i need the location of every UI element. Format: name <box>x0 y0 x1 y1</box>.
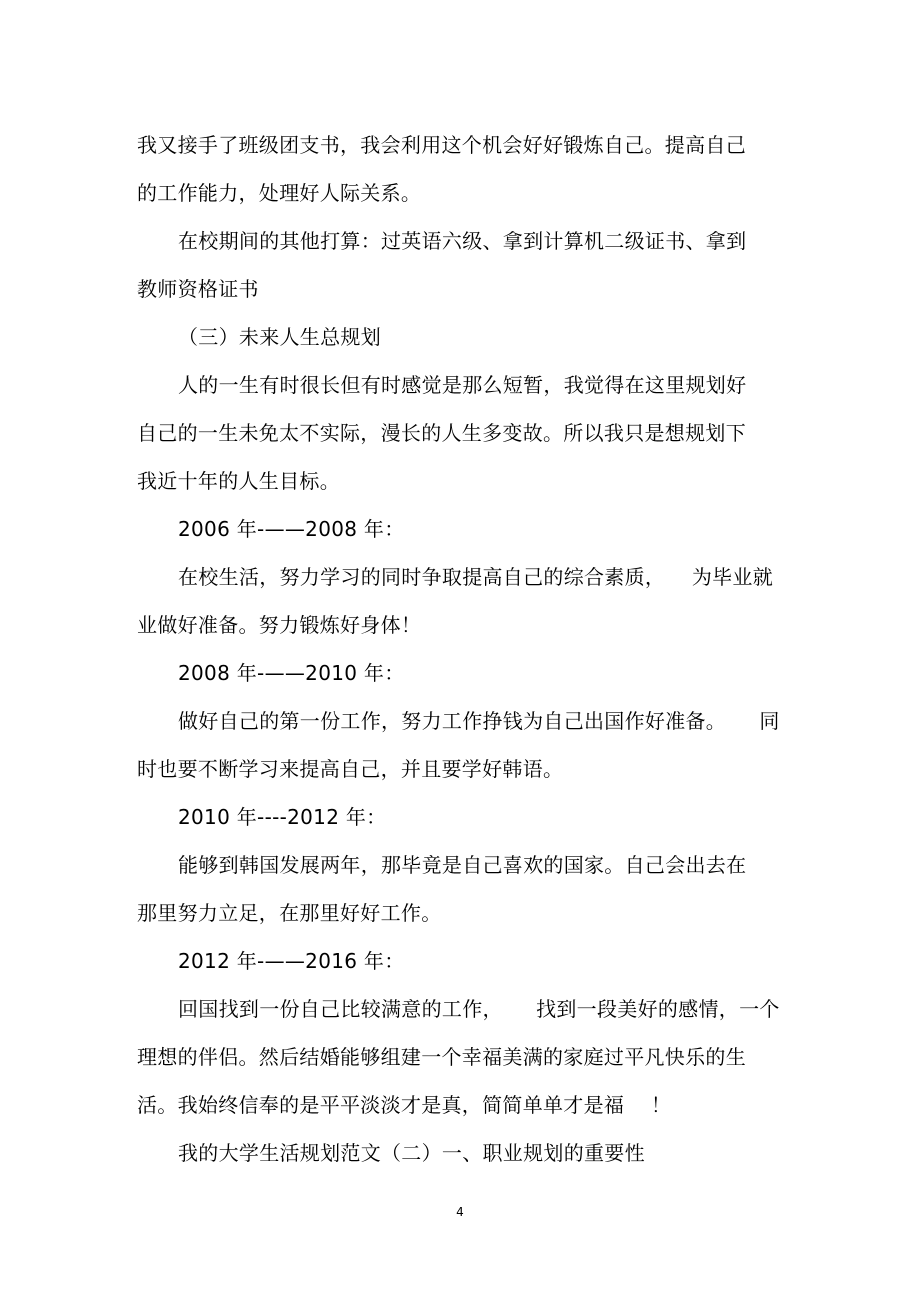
text-line: 自己的一生未免太不实际，漫长的人生多变故。所以我只是想规划下 <box>137 421 746 445</box>
text-line: 人的一生有时很长但有时感觉是那么短暂，我觉得在这里规划好 <box>178 373 747 397</box>
section-heading: （三）未来人生总规划 <box>178 325 381 349</box>
text-line: 理想的伴侣。然后结婚能够组建一个幸福美满的家庭过平凡快乐的生 <box>137 1045 746 1069</box>
text-line: 教师资格证书 <box>137 277 259 301</box>
period-heading: 2012 年-——2016 年： <box>178 949 405 973</box>
text-line: 在校期间的其他打算：过英语六级、拿到计算机二级证书、拿到 <box>178 229 747 253</box>
text-line: 在校生活，努力学习的同时争取提高自己的综合素质， 为毕业就 <box>178 565 774 589</box>
text-line: 能够到韩国发展两年，那毕竟是自己喜欢的国家。自己会出去在 <box>178 853 747 877</box>
text-line: 那里努力立足，在那里好好工作。 <box>137 901 442 925</box>
text-line: 做好自己的第一份工作，努力工作挣钱为自己出国作好准备。 同 <box>178 709 780 733</box>
period-heading: 2010 年----2012 年： <box>178 805 387 829</box>
period-heading: 2008 年-——2010 年： <box>178 661 405 685</box>
text-line: 活。我始终信奉的是平平淡淡才是真，简简单单才是福 ！ <box>137 1093 672 1117</box>
text-line: 时也要不断学习来提高自己，并且要学好韩语。 <box>137 757 564 781</box>
text-line: 我又接手了班级团支书，我会利用这个机会好好锻炼自己。提高自己 <box>137 133 746 157</box>
text-line: 我的大学生活规划范文（二）一、职业规划的重要性 <box>178 1141 645 1165</box>
text-line: 的工作能力，处理好人际关系。 <box>137 181 422 205</box>
page-number: 4 <box>456 1205 464 1219</box>
text-line: 业做好准备。努力锻炼好身体！ <box>137 613 422 637</box>
text-line: 回国找到一份自己比较满意的工作， 找到一段美好的感情，一个 <box>178 997 780 1021</box>
text-line: 我近十年的人生目标。 <box>137 469 340 493</box>
period-heading: 2006 年-——2008 年： <box>178 517 405 541</box>
